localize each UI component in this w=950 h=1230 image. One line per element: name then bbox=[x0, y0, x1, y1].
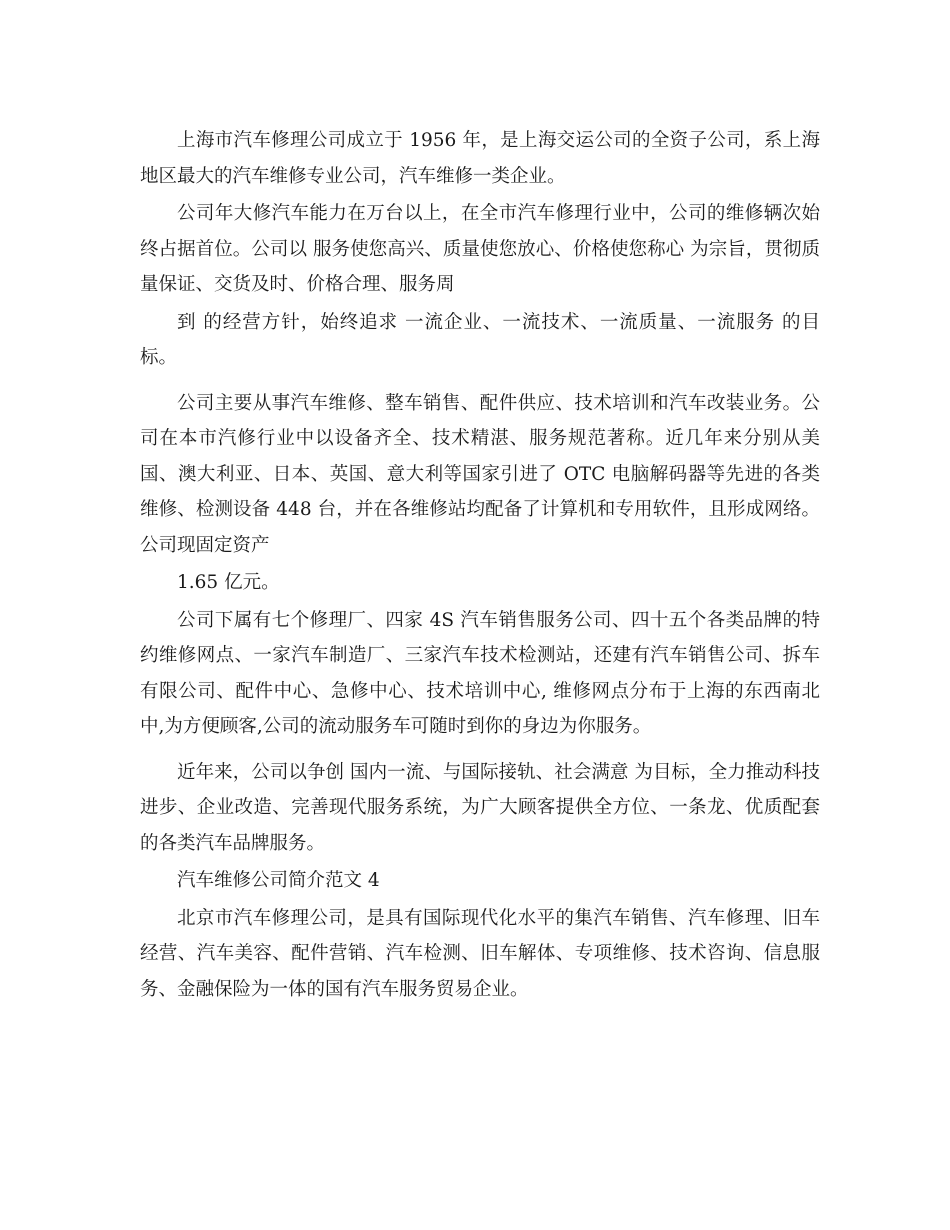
paragraph: 上海市汽车修理公司成立于 1956 年，是上海交运公司的全资子公司，系上海地区最大的汽车维修专业公司，汽车维修一类企业。 bbox=[140, 130, 820, 187]
paragraph: 公司年大修汽车能力在万台以上，在全市汽车修理行业中，公司的维修辆次始终占据首位。公司以 服务使您高兴、质量使您放心、价格使您称心 为宗旨，贯彻质量保证、交货及时、价格合理、服务周 bbox=[140, 203, 820, 295]
section-heading: 汽车维修公司简介范文 4 bbox=[177, 870, 380, 891]
document-body bbox=[140, 123, 820, 1017]
paragraph: 近年来，公司以争创 国内一流、与国际接轨、社会满意 为目标，全力推动科技进步、企业改造、完善现代服务系统，为广大顾客提供全方位、一条龙、优质配套的各类汽车品牌服务。 bbox=[140, 761, 820, 854]
paragraph: 1.65 亿元。 bbox=[177, 572, 280, 593]
paragraph: 公司主要从事汽车维修、整车销售、配件供应、技术培训和汽车改装业务。公司在本市汽修行业中以设备齐全、技术精湛、服务规范著称。近几年来分别从美国、澳大利亚、日本、英国、意大利等国家引进了 OTC 电脑解码器等先进的各类维修、检测设备 448 台，并在各维修站均配备了计算机和专用软件，且形成网络。公司现固定资产 bbox=[140, 392, 820, 556]
paragraph: 公司下属有七个修理厂、四家 4S 汽车销售服务公司、四十五个各类品牌的特约维修网点、一家汽车制造厂、三家汽车技术检测站，还建有汽车销售公司、拆车有限公司、配件中心、急修中心、技术培训中心, 维修网点分布于上海的东西南北中,为方便顾客,公司的流动服务车可随时到你的身边为你服务。 bbox=[140, 609, 820, 737]
paragraph: 到 的经营方针，始终追求 一流企业、一流技术、一流质量、一流服务 的目标。 bbox=[140, 311, 820, 368]
paragraph: 北京市汽车修理公司，是具有国际现代化水平的集汽车销售、汽车修理、旧车经营、汽车美容、配件营销、汽车检测、旧车解体、专项维修、技术咨询、信息服务、金融保险为一体的国有汽车服务贸易企业。 bbox=[140, 907, 820, 1000]
